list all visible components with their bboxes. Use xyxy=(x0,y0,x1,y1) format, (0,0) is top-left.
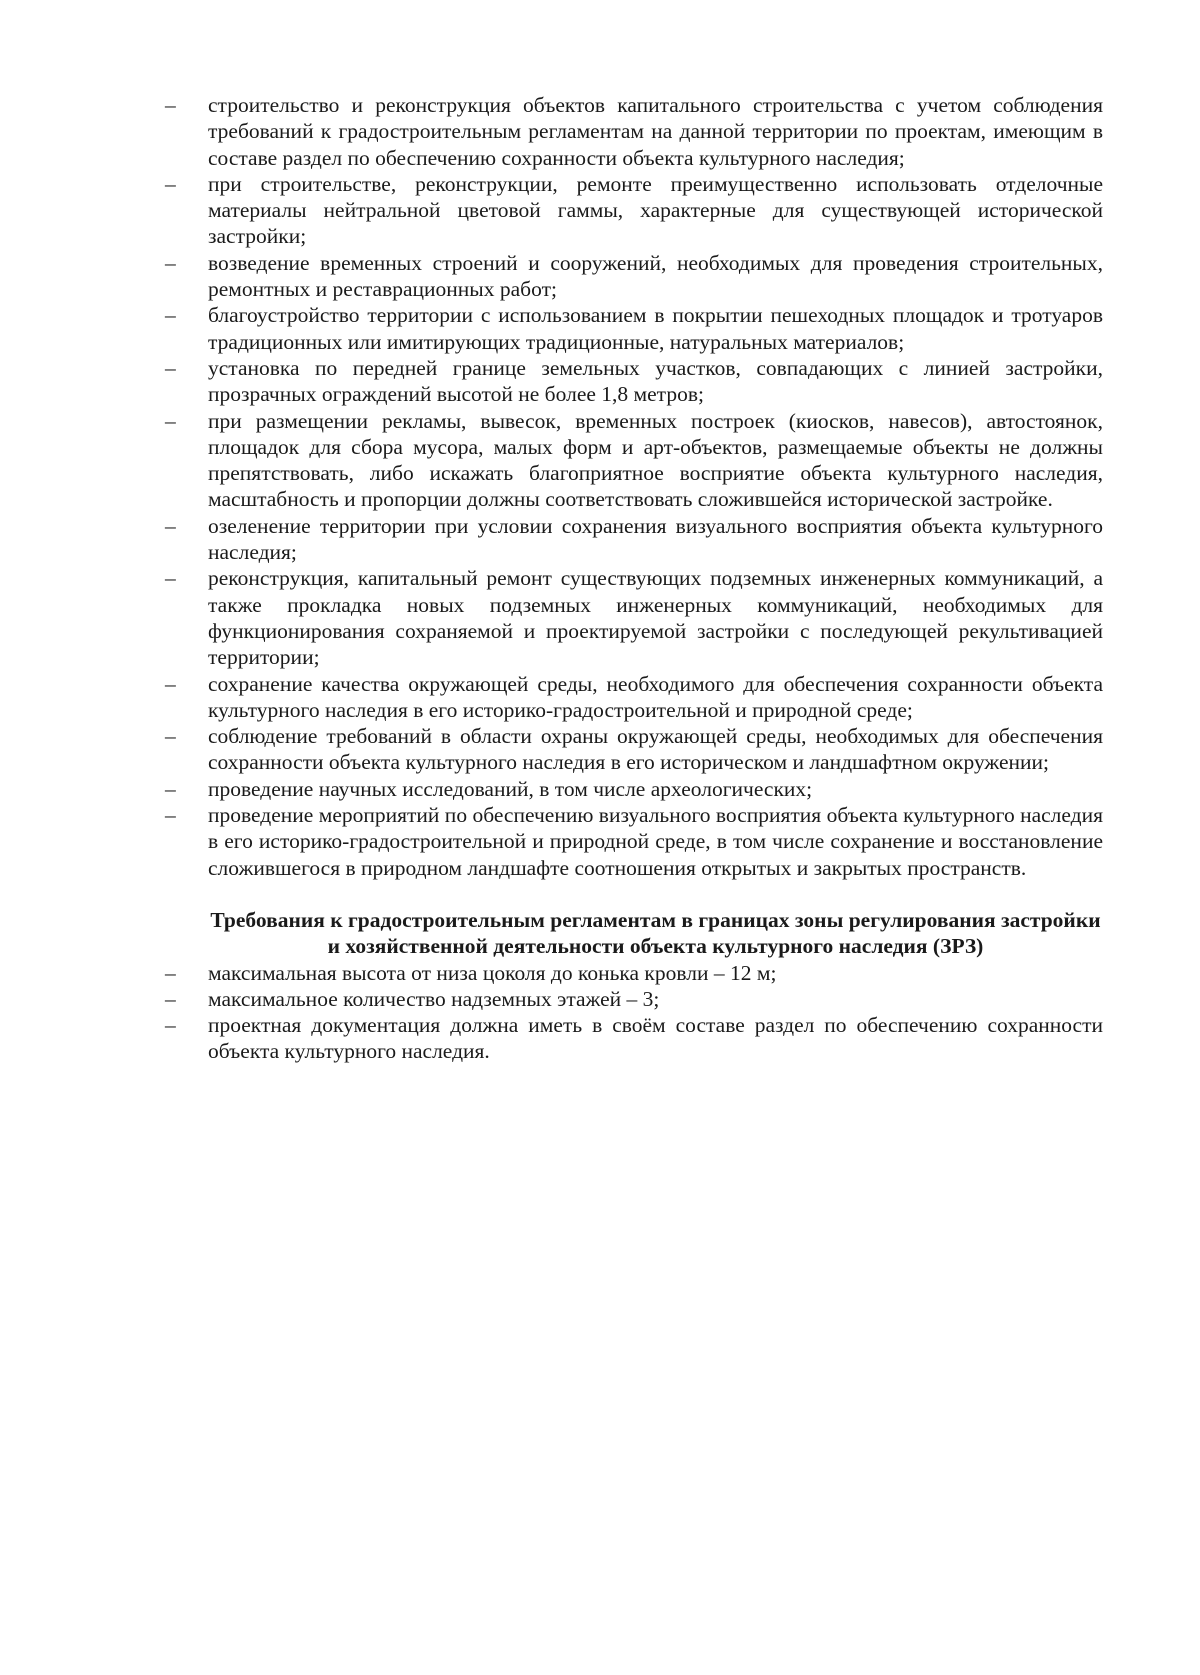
dash-marker: – xyxy=(165,355,176,380)
list-item xyxy=(165,171,1103,250)
dash-marker: – xyxy=(165,303,176,328)
requirements-list-2 xyxy=(165,960,1103,1065)
list-item xyxy=(165,776,1103,802)
list-item-text: максимальная высота от низа цоколя до конька кровли – 12 м; xyxy=(208,960,777,985)
dash-marker: – xyxy=(165,171,176,196)
dash-marker: – xyxy=(165,986,176,1011)
list-item-text: соблюдение требований в области охраны окружающей среды, необходимых для обеспечения сохранности объекта культурного наследия в его историческом и ландшафтном окружении; xyxy=(208,724,1103,775)
list-item xyxy=(165,1012,1103,1065)
dash-marker: – xyxy=(165,513,176,538)
list-item xyxy=(165,302,1103,355)
list-item-text: благоустройство территории с использованием в покрытии пешеходных площадок и тротуаров традиционных или имитирующих традиционные, натуральных материалов; xyxy=(208,303,1103,354)
dash-marker: – xyxy=(165,250,176,275)
list-item-text: проведение научных исследований, в том числе археологических; xyxy=(208,776,813,801)
dash-marker: – xyxy=(165,408,176,433)
list-item xyxy=(165,960,1103,986)
list-item xyxy=(165,513,1103,566)
list-item xyxy=(165,250,1103,303)
list-item-text: при размещении рекламы, вывесок, временных построек (киосков, навесов), автостоянок, площадок для сбора мусора, малых форм и арт-объектов, размещаемые объекты не должны препятствовать, либо искажать благоприятное восприятие объекта культурного наследия, масштабность и пропорции должны соответствовать сложившейся исторической застройке. xyxy=(208,408,1103,512)
list-item-text: сохранение качества окружающей среды, необходимого для обеспечения сохранности объекта культурного наследия в его историко-градостроительной и природной среде; xyxy=(208,671,1103,722)
list-item-text: возведение временных строений и сооружений, необходимых для проведения строительных, ремонтных и реставрационных работ; xyxy=(208,250,1103,302)
dash-marker: – xyxy=(165,93,176,117)
requirements-list-1 xyxy=(165,92,1103,881)
list-item-text: при строительстве, реконструкции, ремонте преимущественно использовать отделочные материалы нейтральной цветовой гаммы, характерные для существующей исторической застройки; xyxy=(208,171,1103,249)
list-item-text: реконструкция, капитальный ремонт существующих подземных инженерных коммуникаций, а также прокладка новых подземных инженерных коммуникаций, необходимых для функционирования сохраняемой и проектируемой застройки с последующей рекультивацией территории; xyxy=(208,566,1103,670)
list-item-text: строительство и реконструкция объектов капитального строительства с учетом соблюдения требований к градостроительным регламентам на данной территории по проектам, имеющим в составе раздел по обеспечению сохранности объекта культурного наследия; xyxy=(208,93,1103,170)
list-item xyxy=(165,92,1103,171)
list-item-text: проведение мероприятий по обеспечению визуального восприятия объекта культурного наследия в его историко-градостроительной и природной среде, в том числе сохранение и восстановление сложившегося в природном ландшафте соотношения открытых и закрытых пространств. xyxy=(208,803,1103,880)
list-item-text: озеленение территории при условии сохранения визуального восприятия объекта культурного наследия; xyxy=(208,513,1103,565)
dash-marker: – xyxy=(165,803,176,828)
dash-marker: – xyxy=(165,566,176,591)
dash-marker: – xyxy=(165,960,176,985)
document-body xyxy=(165,92,1103,1065)
list-item xyxy=(165,355,1103,408)
list-item-text: проектная документация должна иметь в своём составе раздел по обеспечению сохранности объекта культурного наследия. xyxy=(208,1013,1103,1064)
dash-marker: – xyxy=(165,1013,176,1038)
section-heading: Требования к градостроительным регламентам в границах зоны регулирования застройки и хозяйственной деятельности объекта культурного наследия (ЗРЗ) xyxy=(210,907,1101,959)
list-item xyxy=(165,986,1103,1012)
dash-marker: – xyxy=(165,776,176,801)
list-item xyxy=(165,723,1103,776)
list-item xyxy=(165,408,1103,513)
dash-marker: – xyxy=(165,724,176,749)
list-item xyxy=(165,565,1103,670)
list-item xyxy=(165,671,1103,724)
list-item-text: установка по передней границе земельных участков, совпадающих с линией застройки, прозрачных ограждений высотой не более 1,8 метров; xyxy=(208,355,1103,407)
list-item xyxy=(165,802,1103,881)
dash-marker: – xyxy=(165,671,176,696)
list-item-text: максимальное количество надземных этажей – 3; xyxy=(208,986,660,1011)
